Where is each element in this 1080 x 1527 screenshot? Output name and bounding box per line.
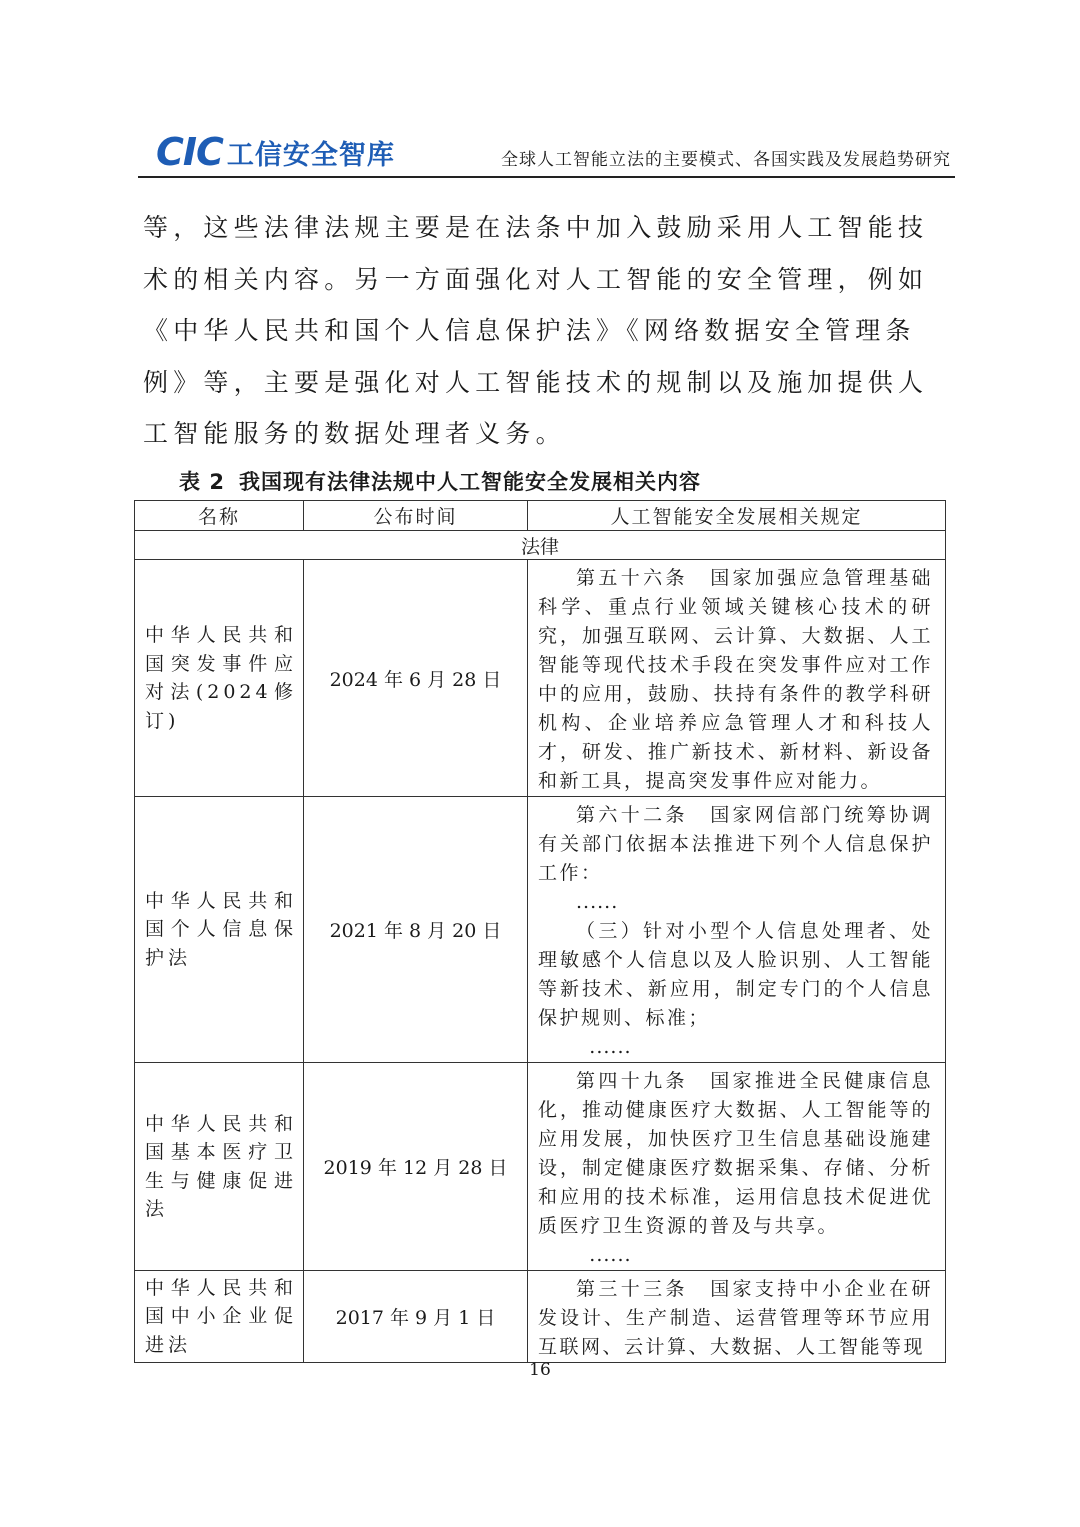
provision-text: 第三十三条 国家支持中小企业在研发设计、生产制造、运营管理等环节应用互联网、云计算、大数据、人工智能等现 bbox=[538, 1278, 933, 1358]
table-row bbox=[135, 797, 946, 1063]
provision-ellipsis: ...... bbox=[589, 1036, 632, 1058]
header-provision: 人工智能安全发展相关规定 bbox=[528, 501, 946, 531]
header-name: 名称 bbox=[135, 501, 304, 531]
law-name: 中华人民共和国基本医疗卫生与健康促进法 bbox=[135, 1063, 304, 1271]
page-number: 16 bbox=[529, 1360, 551, 1380]
table-header-row bbox=[135, 501, 946, 531]
table-caption-number: 表 2 bbox=[179, 470, 225, 494]
law-name: 中华人民共和国突发事件应对法(2024修订) bbox=[135, 560, 304, 797]
page-header bbox=[138, 130, 955, 178]
law-provision bbox=[528, 1271, 946, 1363]
table-row bbox=[135, 1271, 946, 1363]
provision-text: （三）针对小型个人信息处理者、处理敏感个人信息以及人脸识别、人工智能等新技术、新应用，制定专门的个人信息保护规则、标准； bbox=[538, 920, 933, 1029]
table-row bbox=[135, 1063, 946, 1271]
law-provision bbox=[528, 1063, 946, 1271]
cic-logo bbox=[156, 132, 395, 172]
table-row bbox=[135, 560, 946, 797]
table-caption bbox=[135, 466, 745, 496]
law-name: 中华人民共和国中小企业促进法 bbox=[135, 1271, 304, 1363]
header-title: 全球人工智能立法的主要模式、各国实践及发展趋势研究 bbox=[501, 150, 951, 170]
body-paragraph: 等，这些法律法规主要是在法条中加入鼓励采用人工智能技术的相关内容。另一方面强化对人工智能的安全管理，例如《中华人民共和国个人信息保护法》《网络数据安全管理条例》等，主要是强化对人工智能技术的规制以及施加提供人工智能服务的数据处理者义务。 bbox=[143, 213, 929, 448]
logo-text: 工信安全智库 bbox=[226, 139, 395, 171]
provision-text: 第四十九条 国家推进全民健康信息化，推动健康医疗大数据、人工智能等的应用发展，加快医疗卫生信息基础设施建设，制定健康医疗数据采集、存储、分析和应用的技术标准，运用信息技术促进优质医疗卫生资源的普及与共享。 bbox=[538, 1070, 933, 1237]
law-name: 中华人民共和国个人信息保护法 bbox=[135, 797, 304, 1063]
provision-text: 第五十六条 国家加强应急管理基础科学、重点行业领域关键核心技术的研究，加强互联网、云计算、大数据、人工智能等现代技术手段在突发事件应对工作中的应用，鼓励、扶持有条件的教学科研机构、企业培养应急管理人才和科技人才，研发、推广新技术、新材料、新设备和新工具，提高突发事件应对能力。 bbox=[538, 567, 933, 792]
law-provision bbox=[528, 797, 946, 1063]
section-label: 法律 bbox=[135, 531, 946, 560]
logo-mark: CIC bbox=[156, 130, 223, 174]
law-provision bbox=[528, 560, 946, 797]
provision-ellipsis: ...... bbox=[589, 1244, 632, 1266]
header-date: 公布时间 bbox=[304, 501, 528, 531]
law-date: 2017 年 9 月 1 日 bbox=[304, 1271, 528, 1363]
table-caption-title: 我国现有法律法规中人工智能安全发展相关内容 bbox=[238, 470, 701, 494]
law-table bbox=[134, 500, 946, 1363]
law-date: 2021 年 8 月 20 日 bbox=[304, 797, 528, 1063]
section-row bbox=[135, 531, 946, 560]
provision-ellipsis: ...... bbox=[576, 891, 619, 913]
law-date: 2024 年 6 月 28 日 bbox=[304, 560, 528, 797]
provision-text: 第六十二条 国家网信部门统筹协调有关部门依据本法推进下列个人信息保护工作： bbox=[538, 804, 933, 884]
law-date: 2019 年 12 月 28 日 bbox=[304, 1063, 528, 1271]
